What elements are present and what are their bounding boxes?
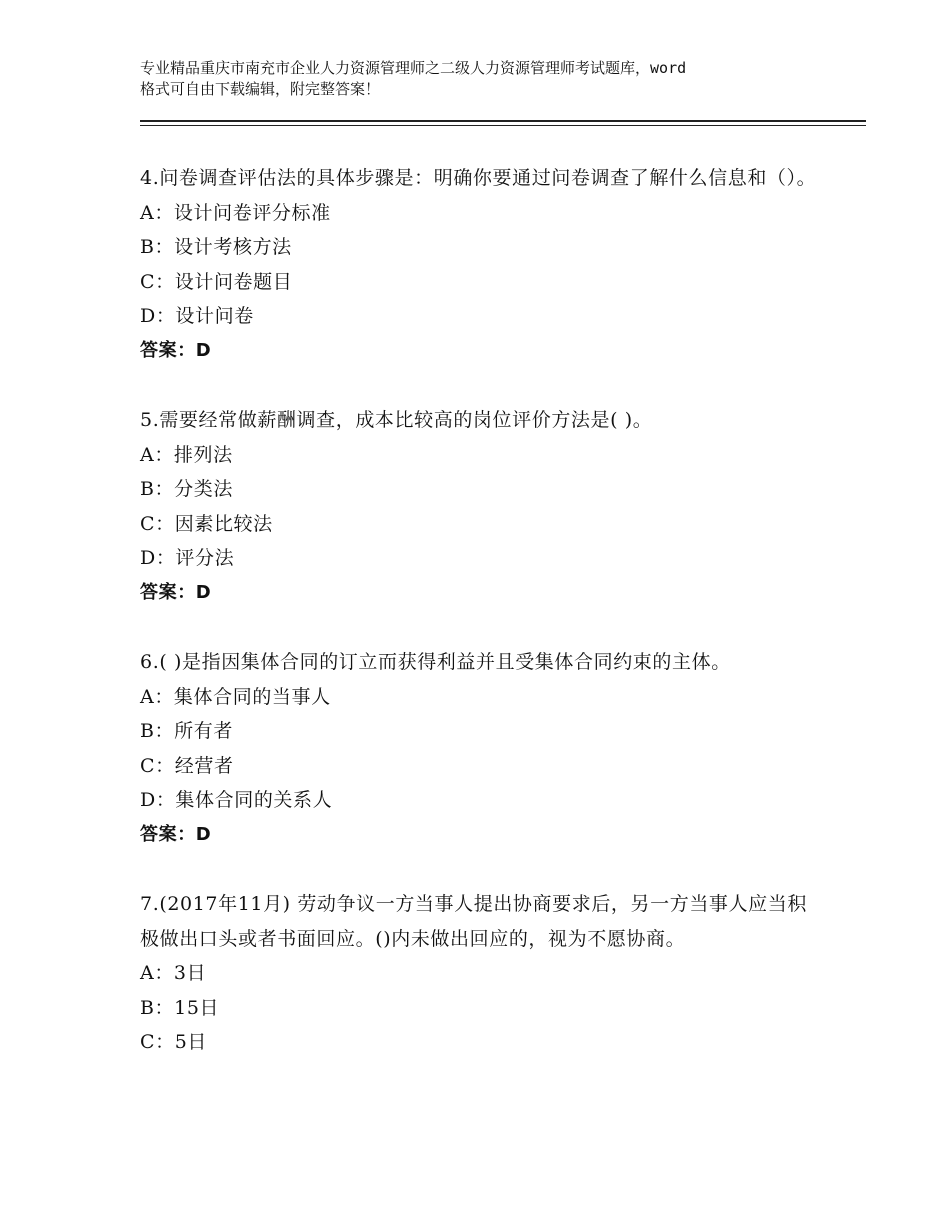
option-a: A：排列法 — [140, 443, 233, 466]
answer-label: 答案：D — [140, 823, 212, 845]
question-4 — [140, 161, 820, 368]
option-c: C：因素比较法 — [140, 512, 273, 535]
header-title-line-2: 格式可自由下载编辑，附完整答案！ — [140, 80, 381, 98]
question-spacer — [140, 852, 820, 887]
option-c: C：设计问卷题目 — [140, 270, 293, 293]
question-spacer — [140, 610, 820, 645]
option-c: C：5日 — [140, 1031, 208, 1053]
option-b: B：设计考核方法 — [140, 236, 292, 258]
option-d: D：集体合同的关系人 — [140, 789, 333, 811]
question-7 — [140, 887, 820, 1060]
header-title-line-1: 专业精品重庆市南充市企业人力资源管理师之二级人力资源管理师考试题库，word — [140, 59, 687, 77]
option-b: B：15日 — [140, 996, 220, 1019]
question-list — [140, 161, 820, 1060]
answer-label: 答案：D — [140, 339, 212, 361]
question-text: 5.需要经常做薪酬调查，成本比较高的岗位评价方法是( )。 — [140, 409, 653, 431]
question-text: 7.(2017年11月) 劳动争议一方当事人提出协商要求后，另一方当事人应当积极做出口头或者书面回应。()内未做出回应的，视为不愿协商。 — [140, 893, 807, 950]
option-a: A：集体合同的当事人 — [140, 685, 331, 708]
question-5 — [140, 403, 820, 610]
question-text: 6.( )是指因集体合同的订立而获得利益并且受集体合同约束的主体。 — [140, 651, 731, 673]
question-text: 4.问卷调查评估法的具体步骤是：明确你要通过问卷调查了解什么信息和（）。 — [140, 167, 817, 189]
option-a: A：设计问卷评分标准 — [140, 201, 331, 224]
header-divider-thin — [140, 125, 866, 126]
header-divider-thick — [140, 120, 866, 122]
question-6 — [140, 645, 820, 852]
option-d: D：评分法 — [140, 547, 235, 569]
option-c: C：经营者 — [140, 754, 234, 777]
option-a: A：3日 — [140, 962, 207, 984]
option-b: B：分类法 — [140, 478, 233, 500]
option-b: B：所有者 — [140, 720, 233, 742]
document-header — [140, 58, 830, 100]
option-d: D：设计问卷 — [140, 305, 254, 327]
question-spacer — [140, 368, 820, 403]
answer-label: 答案：D — [140, 581, 212, 603]
